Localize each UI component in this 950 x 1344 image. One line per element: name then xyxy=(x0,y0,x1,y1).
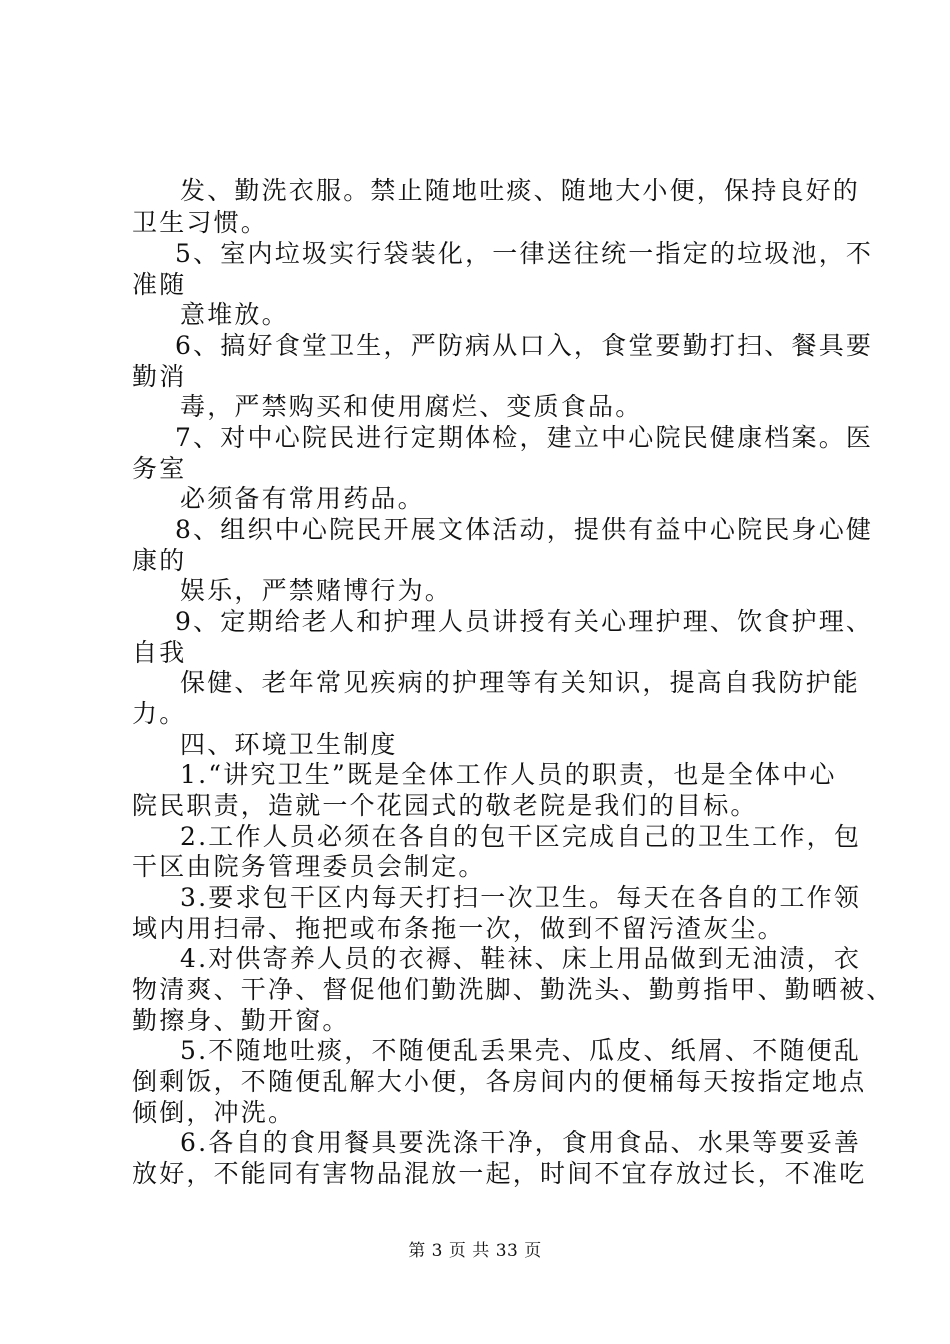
text-line: 倾倒，冲洗。 xyxy=(132,1098,296,1127)
text-line: 意堆放。 xyxy=(180,300,289,329)
text-line: 自我 xyxy=(132,638,187,667)
text-line: 9、定期给老人和护理人员讲授有关心理护理、饮食护理、 xyxy=(175,607,874,636)
page-number-footer: 第 3 页 共 33 页 xyxy=(408,1241,542,1261)
text-line: 卫生习惯。 xyxy=(132,208,269,237)
text-line: 勤擦身、勤开窗。 xyxy=(132,1006,350,1035)
text-line: 倒剩饭，不随便乱解大小便，各房间内的便桶每天按指定地点 xyxy=(132,1067,867,1096)
text-line: 保健、老年常见疾病的护理等有关知识，提高自我防护能 xyxy=(180,668,861,697)
text-line: 院民职责，造就一个花园式的敬老院是我们的目标。 xyxy=(132,791,758,820)
text-line: 物清爽、干净、督促他们勤洗脚、勤洗头、勤剪指甲、勤晒被、 xyxy=(132,975,894,1004)
text-line: 5.不随地吐痰，不随便乱丢果壳、瓜皮、纸屑、不随便乱 xyxy=(180,1036,862,1065)
text-line: 8、组织中心院民开展文体活动，提供有益中心院民身心健 xyxy=(175,515,874,544)
text-line: 干区由院务管理委员会制定。 xyxy=(132,852,486,881)
text-line: 必须备有常用药品。 xyxy=(180,484,425,513)
text-line: 发、勤洗衣服。禁止随地吐痰、随地大小便，保持良好的 xyxy=(180,176,861,205)
text-line: 1.“讲究卫生”既是全体工作人员的职责，也是全体中心 xyxy=(180,760,837,789)
text-line: 5、室内垃圾实行袋装化，一律送往统一指定的垃圾池，不 xyxy=(175,239,874,268)
section-heading: 四、环境卫生制度 xyxy=(180,730,398,759)
text-line: 域内用扫帚、拖把或布条拖一次，做到不留污渣灰尘。 xyxy=(132,914,785,943)
text-line: 放好，不能同有害物品混放一起，时间不宜存放过长，不准吃 xyxy=(132,1159,867,1188)
text-line: 准随 xyxy=(132,270,187,299)
text-line: 娱乐，严禁赌博行为。 xyxy=(180,576,453,605)
text-line: 2.工作人员必须在各自的包干区完成自己的卫生工作，包 xyxy=(180,822,862,851)
text-line: 4.对供寄养人员的衣褥、鞋袜、床上用品做到无油渍，衣 xyxy=(180,944,862,973)
text-line: 6.各自的食用餐具要洗涤干净，食用食品、水果等要妥善 xyxy=(180,1128,862,1157)
text-line: 力。 xyxy=(132,699,187,728)
text-line: 7、对中心院民进行定期体检，建立中心院民健康档案。医 xyxy=(175,423,874,452)
text-line: 务室 xyxy=(132,454,187,483)
text-line: 毒，严禁购买和使用腐烂、变质食品。 xyxy=(180,392,643,421)
text-line: 6、搞好食堂卫生，严防病从口入，食堂要勤打扫、餐具要 xyxy=(175,331,874,360)
text-line: 勤消 xyxy=(132,362,187,391)
text-line: 3.要求包干区内每天打扫一次卫生。每天在各自的工作领 xyxy=(180,883,862,912)
text-line: 康的 xyxy=(132,546,187,575)
